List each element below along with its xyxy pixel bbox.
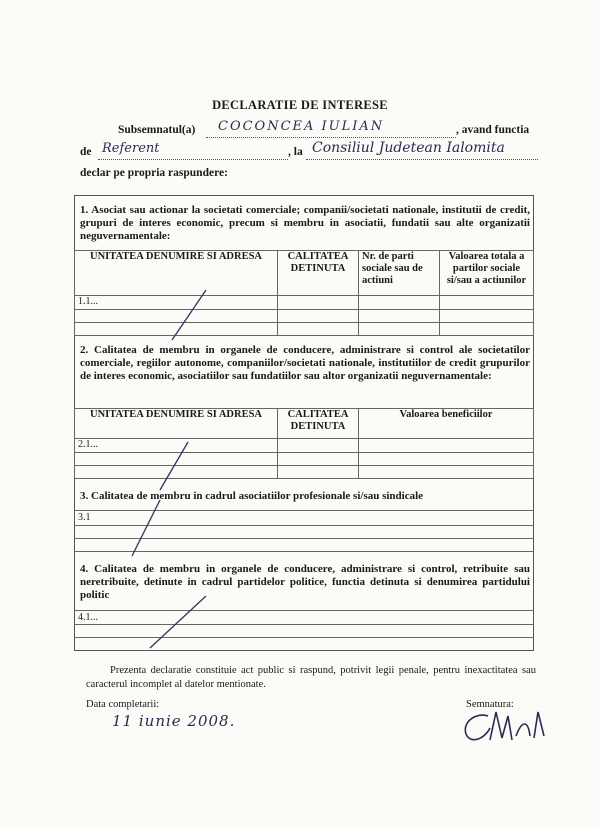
declar-label: declar pe propria raspundere: [80, 167, 228, 179]
s2-row-label-text: 2.1... [78, 439, 98, 450]
s1-header-nr-parti-text: Nr. de parti sociale sau de actiuni [362, 251, 423, 286]
s2-header-calitatea-text: CALITATEA DETINUTA [287, 409, 349, 432]
s1-header-valoarea-text: Valoarea totala a partilor sociale si/sau a actiunilor [446, 251, 527, 286]
date-value: 11 iunie 2008. [112, 712, 236, 730]
avand-functia-label: , avand functia [456, 124, 530, 136]
signature-label: Semnatura: [466, 699, 514, 710]
section4-text: 4. Calitatea de membru in organele de conducere, administrare si control, retribuite sau neretribuite, detinute in cadrul partidelor politice, functia detinuta si denumirea partidului politic [80, 563, 530, 601]
section1-text: 1. Asociat sau actionar la societati comerciale; companii/societati nationale, institutii de credit, grupuri de interes economic, precum si membru in asociatii, fundatii sau alte organizatii neguvernamentale: [80, 204, 530, 242]
document-title: DECLARATIE DE INTERESE [212, 98, 388, 112]
s1-row-label-text: 1.1... [78, 296, 98, 307]
section2-text: 2. Calitatea de membru in organele de conducere, administrare si control ale societatilor comerciale, regiilor autonome, companiilor/societati nationale, institutiilor de credit grupurilor de interes economic, asociatiilor sau fundatiilor sau altor organizatii neguvernamentale: [80, 344, 530, 382]
strike-mark [160, 442, 188, 490]
s1-header-calitatea-text: CALITATEA DETINUTA [287, 251, 349, 274]
signature-icon [465, 712, 544, 740]
s4-row-label: 4.1... [78, 612, 98, 623]
section3-text: 3. Calitatea de membru in cadrul asociatiilor profesionale si/sau sindicale [80, 490, 424, 502]
s2-header-unitatea-text: UNITATEA DENUMIRE SI ADRESA [89, 409, 263, 420]
s2-header-valoarea-text: Valoarea beneficiilor [399, 409, 493, 420]
date-label: Data completarii: [86, 699, 160, 710]
s1-header-unitatea-text: UNITATEA DENUMIRE SI ADRESA [89, 251, 263, 262]
footer-statement: Prezenta declaratie constituie act public si raspund, potrivit legii penale, pentru inexactitatea sau caracterul incomplet al datelor mentionate. [86, 665, 536, 690]
function-value: Referent [102, 141, 160, 156]
de-label: de [80, 146, 92, 158]
strike-mark [172, 290, 206, 340]
name-value: COCONCEA IULIAN [218, 119, 385, 134]
strike-mark [132, 500, 160, 556]
strike-mark [150, 596, 206, 648]
la-label: , la [288, 146, 303, 158]
s3-row-label: 3.1 [78, 512, 91, 523]
subsemnatul-label: Subsemnatul(a) [118, 124, 196, 136]
institution-value: Consiliul Judetean Ialomita [312, 140, 505, 156]
